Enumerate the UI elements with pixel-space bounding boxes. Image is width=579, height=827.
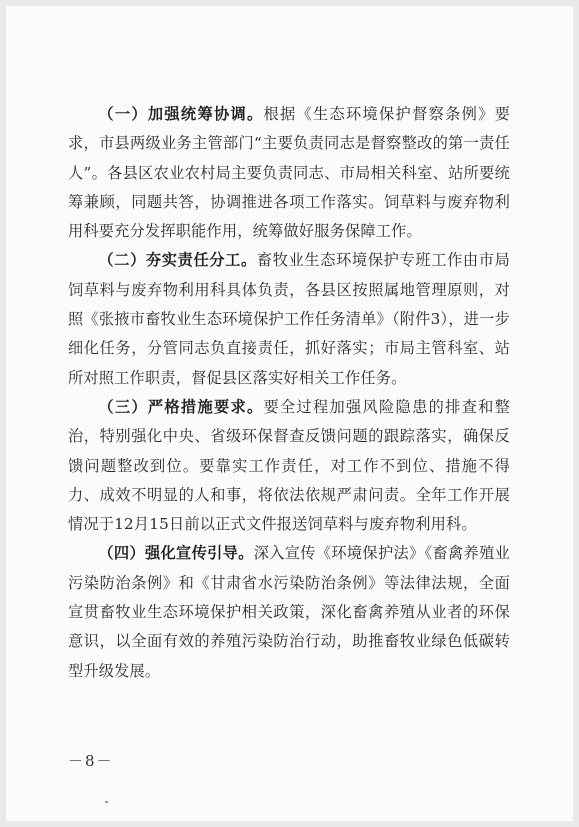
section-heading-requirements: （三）严格措施要求。 xyxy=(98,397,264,416)
page-number: －8－ xyxy=(68,752,114,770)
paragraph-responsibility xyxy=(68,246,510,392)
document-page xyxy=(6,6,573,821)
section-text-coordination: 根据《生态环境保护督察条例》要求，市县两级业务主管部门“主要负责同志是督察整改的第一责任人”。各县区农业农村局主要负责同志、市局相关科室、站所要统筹兼顾，同题共答，协调推进各项工作落实。饲草料与废弃物利用科要充分发挥职能作用，统筹做好服务保障工作。 xyxy=(68,105,511,241)
section-text-responsibility: 畜牧业生态环境保护专班工作由市局饲草料与废弃物利用科具体负责，各县区按照属地管理原则，对照《张掖市畜牧业生态环境保护工作任务清单》（附件3），进一步细化任务，分管同志负直接责任，抓好落实；市局主管科室、站所对照工作职责，督促县区落实好相关工作任务。 xyxy=(68,251,511,387)
section-heading-publicity: （四）强化宣传引导。 xyxy=(98,544,254,563)
scan-speck xyxy=(105,801,108,803)
section-heading-responsibility: （二）夯实责任分工。 xyxy=(98,251,257,270)
section-text-requirements: 要全过程加强风险隐患的排查和整治，特别强化中央、省级环保督查反馈问题的跟踪落实，确保反馈问题整改到位。要靠实工作责任，对工作不到位、措施不得力、成效不明显的人和事，将依法依规严肃问责。全年工作开展情况于12月15日前以正式文件报送饲草料与废弃物利用科。 xyxy=(68,397,511,534)
paragraph-publicity xyxy=(68,539,510,685)
section-text-publicity: 深入宣传《环境保护法》《畜禽养殖业污染防治条例》和《甘肃省水污染防治条例》等法律法规，全面宣贯畜牧业生态环境保护相关政策，深化畜禽养殖从业者的环保意识，以全面有效的养殖污染防治行动，助推畜牧业绿色低碳转型升级发展。 xyxy=(68,544,510,680)
section-heading-coordination: （一）加强统筹协调。 xyxy=(98,105,264,123)
paragraph-coordination xyxy=(68,100,510,246)
document-body xyxy=(68,100,510,686)
paragraph-requirements xyxy=(68,393,510,539)
